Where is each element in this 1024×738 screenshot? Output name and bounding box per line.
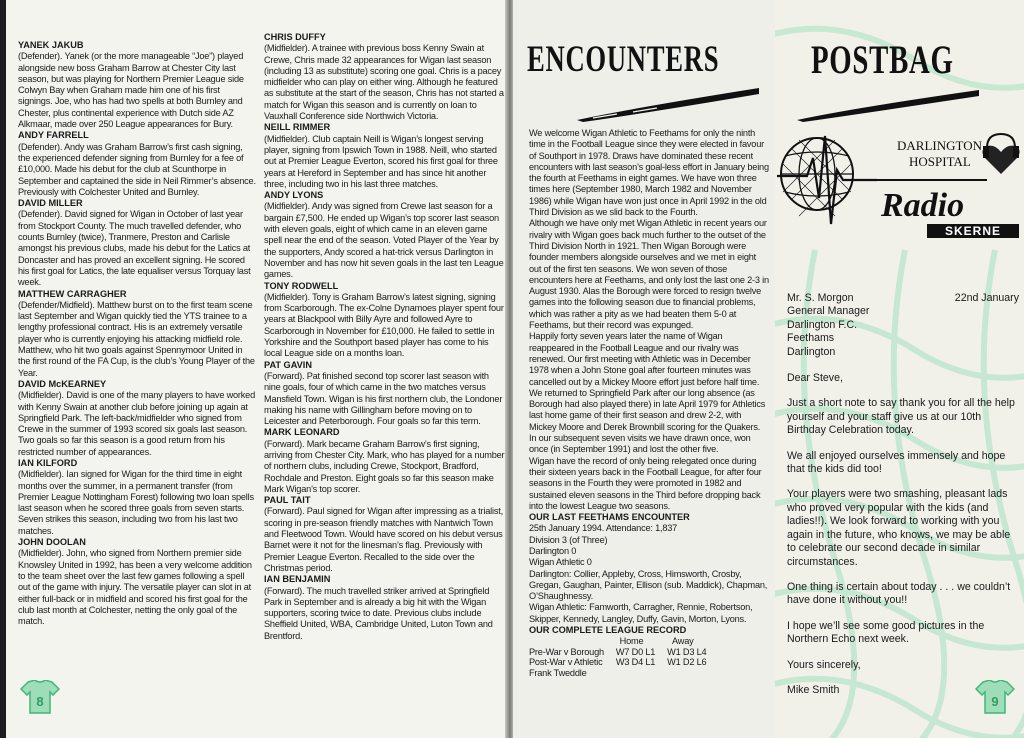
letter-paragraph: Just a short note to say thank you for all the help yourself and your staff give us at our 10th Birthday Celebration today.: [787, 397, 1015, 437]
player-name: IAN BENJAMIN: [264, 574, 331, 585]
record-cell-label: Post-War v Athletic: [529, 657, 603, 668]
player-name: ANDY LYONS: [264, 190, 324, 201]
encounters-paragraph: Happily forty seven years later the name of Wigan reappeared in the Football League and our rivalry was renewed. Our first meeting with Athletic was in December 1978 when a John Stone goal after fourteen minutes was cancelled out by a Mickey Moore effort just before half time. We returned to Springfield Park after our long absence (as Borough had also played there) in late April 1979 for Athletics last home game of their first season and drew 2-2, with Mickey Moore and Derek Brownbill scoring for the Quakers. In our subsequent seven visits we have drawn once, won once (in September 1991) and lost the other five.: [529, 331, 766, 455]
player-name: IAN KILFORD: [18, 457, 78, 468]
player-name: TONY RODWELL: [264, 280, 339, 291]
address-line: Darlington F.C.: [787, 318, 858, 331]
last-encounter-line: Wigan Athletic: Famworth, Carragher, Rennie, Robertson, Skipper, Kennedy, Langley, Duffy, Gavin, Morton, Lyons.: [529, 602, 753, 624]
player-bio: (Midfielder). Andy was signed from Crewe last season for a bargain £7,500. He ended up Wigan’s top scorer last season with eleven goals, eight of which came in an eleven game spell near the end of the season. Voted Player of the Year by the supporters, Andy scored a hat-trick versus Darlington in November and has now hit seven goals in the last ten League games.: [264, 201, 504, 280]
heart-headphones-icon: [982, 134, 1019, 174]
right-page: [513, 0, 1024, 738]
record-cell-label: Pre-War v Borough: [529, 646, 604, 657]
brush-stroke-encounters: [573, 84, 763, 124]
player-bio: (Forward). Mark became Graham Barrow’s first signing, arriving from Chester City. Mark, who has played for a number of northern clubs, including Crewe, Stockport, Bradford, Rochdale and Preston. Eight goals so far this season make Mark Wigan’s top scorer.: [264, 438, 505, 494]
last-encounter-line: 25th January 1994. Attendance: 1,837: [529, 523, 678, 534]
player-name: DAVID McKEARNEY: [18, 378, 107, 389]
logo-skerne: SKERNE: [944, 224, 1002, 238]
player-bio: (Defender). Yanek (or the more manageable “Joe”) played alongside new boss Graham Barrow at Chester City last season, but was playing for Northern Premier League side Colwyn Bay when Graham made him one of his first signings. Joe, who has had two spells at both Burnley and Chester, plus continental experience with Dutch side AZ Alkmaar, made over 250 League appearances for Bury.: [18, 51, 244, 130]
record-row: [529, 647, 710, 658]
postbag-letter: [787, 292, 1019, 697]
letter-date: 22nd January: [954, 292, 1019, 304]
player-bio: (Defender). David signed for Wigan in October of last year from Stockport County. The much travelled defender, who counts Burnley (twice), Tranmere, Preston and Carlisle amongst his previous clubs, made his debut for the Latics at Doncaster and has proved an excellent signing. He scored his first goal for Latics, the late equaliser versus Torquay last week.: [18, 209, 251, 288]
logo-radio: Radio: [881, 187, 965, 224]
player-name: YANEK JAKUB: [18, 40, 84, 50]
player-bio: (Midfielder). Tony is Graham Barrow’s latest signing, signing from Scarborough. The ex-Colne Dynamoes player spent four years at Blackpool with Billy Ayre and followed Ayre to Scarborough in November for £10,000. He failed to settle in Yorkshire and the Southport based player has come to his local League side on a months loan.: [264, 291, 504, 359]
record-cell-home: [608, 668, 659, 679]
page-number-left: 8: [36, 694, 44, 709]
page-number-right: 9: [991, 694, 999, 709]
brush-stroke-postbag: [793, 84, 983, 124]
league-record-heading: OUR COMPLETE LEAGUE RECORD: [529, 625, 687, 636]
record-cell-home: W3 D4 L1: [615, 657, 656, 668]
player-name: PAUL TAIT: [264, 495, 311, 506]
letter-paragraph: One thing is certain about today . . . we couldn’t have done it without you!!: [787, 580, 1011, 607]
record-cell-home: W7 D0 L1: [615, 646, 656, 657]
logo-hospital: HOSPITAL: [909, 154, 971, 169]
postbag-heading: POSTBAG: [811, 37, 954, 82]
player-bio: (Midfielder). Ian signed for Wigan for the third time in eight months over the summer, in a permanent transfer (from Premier League Nottingham Forest) following two loan spells last season when he scored three goals from seven starts. Seven strikes this season, including two from his last two matches.: [18, 469, 254, 536]
last-encounter-line: Darlington 0: [529, 545, 577, 556]
encounters-column: [529, 128, 769, 678]
postbag-panel: [775, 0, 1024, 738]
player-name: PAT GAVIN: [264, 359, 312, 370]
letter-body: [787, 397, 1019, 646]
last-encounter-line: Division 3 (of Three): [529, 534, 608, 545]
league-record-table: [529, 636, 710, 678]
shirt-page-badge-left: [20, 680, 60, 714]
player-name: MATTHEW CARRAGHER: [18, 288, 127, 299]
player-name: DAVID MILLER: [18, 198, 83, 209]
record-cell-away: W1 D3 L4: [667, 646, 707, 657]
last-encounter-line: Wigan Athletic 0: [529, 557, 592, 568]
record-cell-away: [659, 668, 710, 679]
shirt-page-badge-right: [975, 680, 1015, 714]
letter-salutation: Dear Steve,: [787, 372, 843, 385]
radio-skerne-logo: [777, 128, 1023, 258]
player-name: ANDY FARRELL: [18, 130, 89, 141]
letter-paragraph: I hope we’ll see some good pictures in the Northern Echo next week.: [787, 619, 985, 646]
logo-darlington: DARLINGTON: [897, 138, 982, 153]
player-bio: (Midfielder). A trainee with previous boss Kenny Swain at Crewe, Chris made 32 appearances for Wigan last season (including 13 as substitute) scoring one goal. Chris is a pacey midfielder who can play on either wing. Although he featured as substitute at the start of the season, Chris has not started a match for Wigan this season and is currently on loan to Vauxhall Conference side Northwich Victoria.: [264, 43, 504, 122]
record-col-header: Away: [672, 636, 694, 647]
record-cell-label: Frank Tweddle: [529, 667, 587, 678]
player-name: NEILL RIMMER: [264, 122, 331, 133]
address-line: Feethams: [787, 332, 835, 345]
encounters-paragraph: Although we have only met Wigan Athletic in recent years our rivalry with Wigan goes back much further to the outset of the Third Division North in 1921. Then Wigan Borough were founder members alongside ourselves and we met in eight out of the first ten seasons. We won seven of those encounters here at Feethams, and only lost the last one 2-3 in August 1930. Alas the Borough were forced to resign twelve games into the following season due to financial problems, which was rather a pity as we had beaten them 5-0 at Feethams, but their record was expunged.: [529, 218, 769, 331]
player-bio: (Forward). Pat finished second top scorer last season with nine goals, four of which came in the two matches versus Mansfield Town. Wigan is his first northern club, the Londoner making his name with Gillingham before moving on to Leicester and Peterborough. Four goals so far this term.: [264, 370, 503, 427]
player-bio: (Forward). The much travelled striker arrived at Springfield Park in September and is already a big hit with the Wigan supporters, scoring twice to date. Previous clubs include Sheffield United, WBA, Cambridge United, Luton Town and Brentford.: [264, 585, 493, 641]
last-encounter-line: Darlington: Collier, Appleby, Cross, Himsworth, Crosby, Gregan, Gaughan, Painter, Ellison (sub. Maddick), Chapman, O’Shaughnessy.: [529, 568, 768, 602]
letter-paragraph: We all enjoyed ourselves immensely and hope that the kids did too!: [787, 449, 1006, 476]
player-profiles-column-2: [264, 32, 506, 642]
address-line: General Manager: [787, 305, 870, 318]
address-line: Darlington: [787, 345, 836, 358]
last-encounter-heading: OUR LAST FEETHAMS ENCOUNTER: [529, 512, 690, 523]
encounters-paragraph: We welcome Wigan Athletic to Feethams for only the ninth time in the Football League since they were elected in favour of Southport in 1978. Draws have dominated these recent encounters with last season’s goal-less effort in January being the fourth at Feethams in eight games. We have won three times here (September 1980, March 1982 and November 1986) while Wigan have won just once in April 1992 in the old Third Division as we slid back to the Fourth.: [529, 128, 769, 218]
player-bio: (Midfielder). John, who signed from Northern premier side Knowsley United in 1992, has been a very welcome addition to the team sheet over the last few games following a spell out of the game with injury. The versatile player can slot in at either full-back or in midfield and scored his first goal for the club last month at Colchester, netting the only goal of the match.: [18, 548, 252, 627]
address-line: Mr. S. Morgon: [787, 292, 854, 304]
player-bio: (Defender/Midfield). Matthew burst on to the first team scene last September and Wigan quickly tied the YTS trainee to a lengthy professional contract. His is an extremely versatile player who is currently enjoying his attacking midfield role. Matthew, who hit two goals against Spennymoor United in the first round of the FA Cup, is the club’s Young Player of the Year.: [18, 299, 255, 378]
letter-signoff: Yours sincerely,: [787, 658, 861, 671]
encounters-heading: ENCOUNTERS: [527, 39, 720, 80]
record-col-header: Home: [619, 636, 644, 647]
record-row: [529, 657, 710, 668]
left-page: [6, 0, 511, 738]
letter-signature: Mike Smith: [787, 683, 840, 696]
player-name: CHRIS DUFFY: [264, 32, 326, 42]
player-bio: (Midfielder). David is one of the many players to have worked with Kenny Swain at another club before joining up again at Springfield Park. The left-back/midfielder who signed from Crewe in the summer of 1993 scored six goals last season. Two goals so far this season is a good return from his restricted number of appearances.: [18, 390, 255, 457]
encounters-paragraph: Wigan have the record of only being relegated once during their sixteen years back in the Football League, for after four seasons in the Fourth they were promoted in 1982 and sustained eleven seasons in the Third before dropping back into the lowest League two seasons.: [529, 455, 762, 511]
player-name: JOHN DOOLAN: [18, 537, 86, 548]
player-bio: (Midfielder). Club captain Neill is Wigan’s longest serving player, signing from Ipswich Town in 1988. Neill, who started out at Premier League Everton, scored his first goal for three years at Hereford in September and has since hit another three, including two in his last three matches.: [264, 133, 498, 189]
player-profiles-column-1: [18, 40, 256, 627]
letter-paragraph: Your players were two smashing, pleasant lads who proved very popular with the kids (and ladies!!). We look forward to working with you again in the future, who knows, we may be able to celebrate our second decade in similar circumstances.: [787, 488, 1011, 568]
record-row: [529, 668, 710, 679]
player-name: MARK LEONARD: [264, 427, 340, 438]
record-cell-away: W1 D2 L6: [667, 657, 707, 668]
player-bio: (Defender). Andy was Graham Barrow’s first cash signing, the experienced defender signing from Burnley for a fee of £10,000. Made his debut for the club at Scunthorpe in September and captained the side in Neil Rimmer’s absence. Previously with Colchester United and Burnley.: [18, 141, 256, 197]
player-bio: (Forward). Paul signed for Wigan after impressing as a trialist, scoring in pre-season friendly matches with Nantwich Town and Fleetwood Town. Would have scored on his debut versus Barnet were it not for the linesman’s flag. Previously with Premier League Everton. Recalled to the side over the Christmas period.: [264, 506, 503, 573]
